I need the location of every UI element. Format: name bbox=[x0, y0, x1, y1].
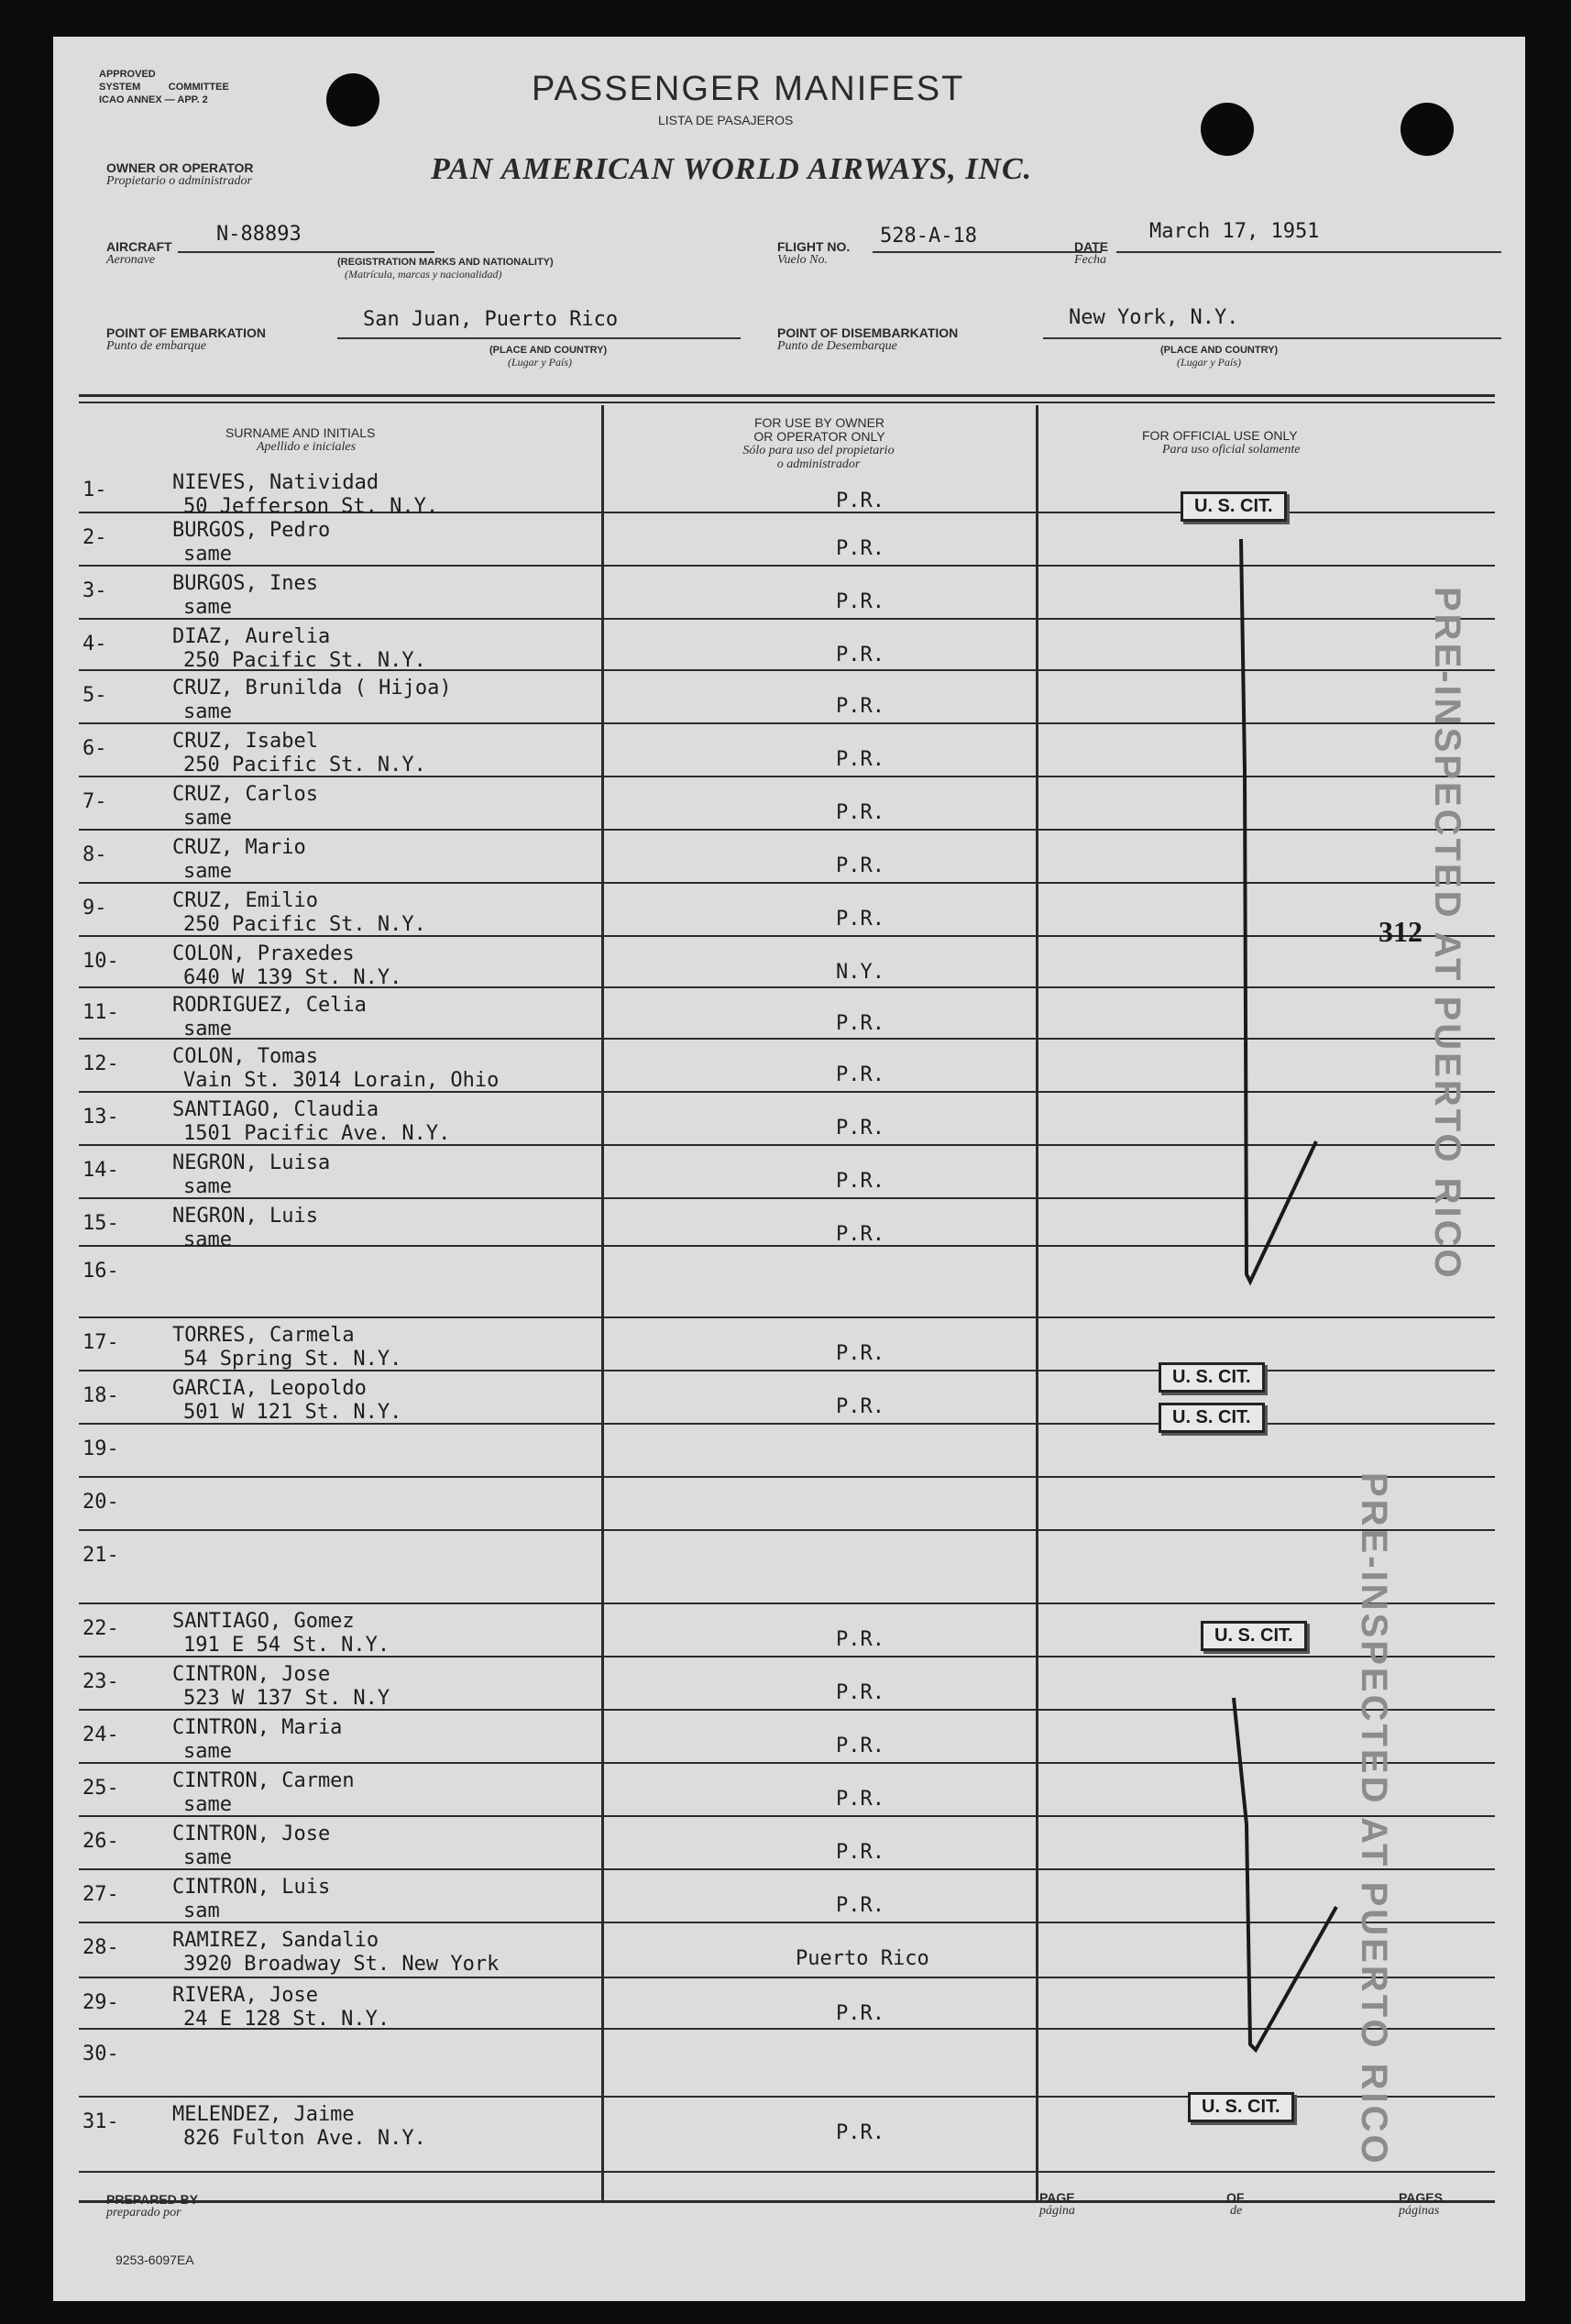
of-label: OF bbox=[1226, 2190, 1245, 2205]
row-number: 14- bbox=[82, 1159, 119, 1182]
passenger-address: 54 Spring St. N.Y. bbox=[183, 1348, 402, 1371]
passenger-address: 501 W 121 St. N.Y. bbox=[183, 1401, 402, 1424]
passenger-address: 826 Fulton Ave. N.Y. bbox=[183, 2127, 426, 2150]
embark-label: POINT OF EMBARKATION bbox=[106, 325, 266, 340]
passenger-name: CRUZ, Mario bbox=[172, 836, 306, 859]
registration-note: (REGISTRATION MARKS AND NATIONALITY) bbox=[337, 257, 554, 268]
operator-note: P.R. bbox=[836, 2002, 884, 2025]
passenger-name: CINTRON, Luis bbox=[172, 1876, 331, 1899]
passenger-name: CINTRON, Carmen bbox=[172, 1769, 355, 1792]
passenger-name: COLON, Praxedes bbox=[172, 942, 355, 965]
passenger-address: same bbox=[183, 1228, 232, 1251]
operator-note: P.R. bbox=[836, 2121, 884, 2144]
passenger-address: same bbox=[183, 1793, 232, 1816]
operator-note: P.R. bbox=[836, 1894, 884, 1917]
passenger-address: Vain St. 3014 Lorain, Ohio bbox=[183, 1069, 500, 1092]
approval-block: APPROVED SYSTEM COMMITTEE ICAO ANNEX — APP. 2 bbox=[99, 69, 229, 105]
us-citizen-stamp-1: U. S. CIT. bbox=[1181, 491, 1287, 522]
disembark-place-note: (PLACE AND COUNTRY) bbox=[1160, 345, 1279, 356]
row-number: 15- bbox=[82, 1212, 119, 1235]
disembark-label: POINT OF DISEMBARKATION bbox=[777, 325, 959, 340]
row-number: 20- bbox=[82, 1491, 119, 1514]
operator-note: N.Y. bbox=[836, 961, 884, 984]
row-number: 21- bbox=[82, 1544, 119, 1567]
row-number: 23- bbox=[82, 1670, 119, 1693]
date-label: DATE bbox=[1074, 239, 1109, 254]
check-mark-2 bbox=[1234, 1698, 1336, 2050]
row-number: 2- bbox=[82, 526, 107, 549]
passenger-address: same bbox=[183, 1740, 232, 1763]
passenger-address: same bbox=[183, 1018, 232, 1041]
row-number: 17- bbox=[82, 1331, 119, 1354]
pages-label: PAGES bbox=[1399, 2190, 1443, 2205]
passenger-name: GARCIA, Leopoldo bbox=[172, 1377, 367, 1400]
disembark-value: New York, N.Y. bbox=[1069, 306, 1239, 329]
passenger-address: 1501 Pacific Ave. N.Y. bbox=[183, 1122, 451, 1145]
prepared-by-label-es: preparado por bbox=[106, 2206, 181, 2219]
operator-note: P.R. bbox=[836, 748, 884, 771]
embark-label-es: Punto de embarque bbox=[106, 339, 207, 353]
row-number: 18- bbox=[82, 1384, 119, 1407]
operator-note: P.R. bbox=[836, 537, 884, 560]
disembark-place-note-es: (Lugar y País) bbox=[1177, 356, 1241, 369]
row-number: 7- bbox=[82, 790, 107, 813]
flight-label-es: Vuelo No. bbox=[777, 253, 828, 267]
passenger-address: 50 Jefferson St. N.Y. bbox=[183, 495, 439, 518]
row-number: 4- bbox=[82, 633, 107, 655]
operator-note: P.R. bbox=[836, 1681, 884, 1704]
passenger-address: same bbox=[183, 596, 232, 619]
check-mark-1 bbox=[1241, 539, 1316, 1282]
operator-note: P.R. bbox=[836, 1063, 884, 1086]
us-citizen-stamp-5: U. S. CIT. bbox=[1188, 2092, 1294, 2122]
operator-note: Puerto Rico bbox=[796, 1947, 929, 1970]
disembark-label-es: Punto de Desembarque bbox=[777, 339, 897, 353]
operator-note: P.R. bbox=[836, 1395, 884, 1418]
us-citizen-stamp-4: U. S. CIT. bbox=[1201, 1621, 1307, 1651]
page-title-es: LISTA DE PASAJEROS bbox=[658, 113, 794, 127]
passenger-address: 191 E 54 St. N.Y. bbox=[183, 1634, 390, 1657]
passenger-name: SANTIAGO, Claudia bbox=[172, 1098, 379, 1121]
passenger-address: sam bbox=[183, 1900, 220, 1922]
of-label-es: de bbox=[1230, 2204, 1243, 2218]
column-header-operator: FOR USE BY OWNER OR OPERATOR ONLY bbox=[753, 415, 885, 444]
form-number: 9253-6097EA bbox=[115, 2252, 194, 2267]
passenger-address: same bbox=[183, 1846, 232, 1869]
column-header-official-es: Para uso oficial solamente bbox=[1162, 443, 1301, 457]
operator-note: P.R. bbox=[836, 1223, 884, 1246]
row-number: 29- bbox=[82, 1991, 119, 2014]
row-number: 3- bbox=[82, 579, 107, 602]
passenger-name: CRUZ, Emilio bbox=[172, 889, 318, 912]
passenger-name: CRUZ, Isabel bbox=[172, 730, 318, 753]
footer-rule bbox=[79, 2200, 1495, 2203]
operator-note: P.R. bbox=[836, 1012, 884, 1035]
row-number: 16- bbox=[82, 1260, 119, 1283]
passenger-name: CRUZ, Carlos bbox=[172, 783, 318, 806]
row-number: 6- bbox=[82, 737, 107, 760]
aircraft-label-es: Aeronave bbox=[106, 253, 156, 267]
passenger-address: same bbox=[183, 807, 232, 830]
passenger-address: 250 Pacific St. N.Y. bbox=[183, 913, 426, 936]
column-header-name: SURNAME AND INITIALS bbox=[225, 425, 376, 440]
passenger-address: same bbox=[183, 860, 232, 883]
passenger-name: CINTRON, Jose bbox=[172, 1663, 331, 1686]
date-value: March 17, 1951 bbox=[1149, 220, 1320, 243]
operator-note: P.R. bbox=[836, 590, 884, 613]
operator-note: P.R. bbox=[836, 490, 884, 512]
operator-note: P.R. bbox=[836, 1735, 884, 1757]
passenger-address: same bbox=[183, 543, 232, 566]
passenger-name: NEGRON, Luisa bbox=[172, 1151, 331, 1174]
passenger-name: RAMIREZ, Sandalio bbox=[172, 1929, 379, 1952]
official-check-marks bbox=[53, 37, 1525, 2301]
aircraft-label: AIRCRAFT bbox=[106, 239, 172, 254]
operator-note: P.R. bbox=[836, 1788, 884, 1811]
row-number: 30- bbox=[82, 2043, 119, 2065]
owner-label-es: Propietario o administrador bbox=[106, 174, 252, 188]
column-header-operator-es: Sólo para uso del propietario o administrador bbox=[742, 444, 895, 471]
row-number: 8- bbox=[82, 843, 107, 866]
row-number: 22- bbox=[82, 1617, 119, 1640]
us-citizen-stamp-2: U. S. CIT. bbox=[1159, 1362, 1265, 1393]
owner-value: PAN AMERICAN WORLD AIRWAYS, INC. bbox=[431, 152, 1033, 186]
passenger-name: BURGOS, Ines bbox=[172, 572, 318, 595]
passenger-address: 523 W 137 St. N.Y bbox=[183, 1687, 390, 1710]
date-label-es: Fecha bbox=[1074, 253, 1106, 267]
passenger-name: CINTRON, Maria bbox=[172, 1716, 343, 1739]
page-label: PAGE bbox=[1039, 2190, 1075, 2205]
row-number: 9- bbox=[82, 897, 107, 920]
passenger-name: SANTIAGO, Gomez bbox=[172, 1610, 355, 1633]
flight-value: 528-A-18 bbox=[880, 225, 977, 248]
operator-note: P.R. bbox=[836, 695, 884, 718]
passenger-name: NIEVES, Natividad bbox=[172, 471, 379, 494]
passenger-name: COLON, Tomas bbox=[172, 1045, 318, 1068]
embark-place-note: (PLACE AND COUNTRY) bbox=[489, 345, 608, 356]
passenger-name: CINTRON, Jose bbox=[172, 1823, 331, 1845]
us-citizen-stamp-3: U. S. CIT. bbox=[1159, 1403, 1265, 1433]
passenger-address: same bbox=[183, 1175, 232, 1198]
operator-note: P.R. bbox=[836, 1628, 884, 1651]
embark-place-note-es: (Lugar y País) bbox=[508, 356, 572, 369]
passenger-name: RODRIGUEZ, Celia bbox=[172, 994, 367, 1017]
operator-note: P.R. bbox=[836, 1841, 884, 1864]
passenger-name: DIAZ, Aurelia bbox=[172, 625, 331, 648]
operator-note: P.R. bbox=[836, 1342, 884, 1365]
row-number: 24- bbox=[82, 1724, 119, 1746]
passenger-name: NEGRON, Luis bbox=[172, 1205, 318, 1228]
row-number: 19- bbox=[82, 1437, 119, 1460]
pages-label-es: páginas bbox=[1399, 2204, 1440, 2218]
aircraft-value: N-88893 bbox=[216, 223, 302, 246]
column-header-name-es: Apellido e iniciales bbox=[257, 440, 357, 454]
page-label-es: página bbox=[1039, 2204, 1075, 2218]
embark-value: San Juan, Puerto Rico bbox=[363, 308, 619, 331]
operator-note: P.R. bbox=[836, 644, 884, 666]
row-number: 13- bbox=[82, 1106, 119, 1129]
passenger-name: CRUZ, Brunilda ( Hijoa) bbox=[172, 677, 452, 699]
row-number: 31- bbox=[82, 2110, 119, 2133]
passenger-address: 640 W 139 St. N.Y. bbox=[183, 966, 402, 989]
operator-note: P.R. bbox=[836, 1117, 884, 1140]
manifest-sheet bbox=[53, 37, 1525, 2301]
flight-label: FLIGHT NO. bbox=[777, 239, 851, 254]
row-number: 25- bbox=[82, 1777, 119, 1800]
row-number: 26- bbox=[82, 1830, 119, 1853]
prepared-by-label: PREPARED BY bbox=[106, 2192, 199, 2207]
passenger-name: RIVERA, Jose bbox=[172, 1984, 318, 2007]
pre-inspected-stamp-1: PRE-INSPECTED AT PUERTO RICO bbox=[1427, 587, 1467, 1281]
row-number: 12- bbox=[82, 1052, 119, 1075]
pre-inspected-stamp-2: PRE-INSPECTED AT PUERTO RICO bbox=[1354, 1472, 1394, 2166]
row-number: 1- bbox=[82, 479, 107, 501]
passenger-name: MELENDEZ, Jaime bbox=[172, 2103, 355, 2126]
registration-note-es: (Matrícula, marcas y nacionalidad) bbox=[345, 268, 502, 281]
owner-label: OWNER OR OPERATOR bbox=[106, 160, 254, 175]
operator-note: P.R. bbox=[836, 801, 884, 824]
passenger-address: 24 E 128 St. N.Y. bbox=[183, 2008, 390, 2031]
passenger-address: same bbox=[183, 700, 232, 723]
side-number: 312 bbox=[1379, 915, 1423, 948]
passenger-address: 250 Pacific St. N.Y. bbox=[183, 754, 426, 777]
page-title: PASSENGER MANIFEST bbox=[532, 70, 965, 108]
column-header-official: FOR OFFICIAL USE ONLY bbox=[1142, 428, 1298, 443]
operator-note: P.R. bbox=[836, 908, 884, 931]
operator-note: P.R. bbox=[836, 1170, 884, 1193]
operator-note: P.R. bbox=[836, 854, 884, 877]
passenger-address: 3920 Broadway St. New York bbox=[183, 1953, 500, 1976]
passenger-address: 250 Pacific St. N.Y. bbox=[183, 649, 426, 672]
row-number: 10- bbox=[82, 950, 119, 973]
row-number: 11- bbox=[82, 1001, 119, 1024]
row-number: 27- bbox=[82, 1883, 119, 1906]
row-number: 5- bbox=[82, 684, 107, 707]
row-number: 28- bbox=[82, 1936, 119, 1959]
passenger-name: BURGOS, Pedro bbox=[172, 519, 331, 542]
passenger-name: TORRES, Carmela bbox=[172, 1324, 355, 1347]
